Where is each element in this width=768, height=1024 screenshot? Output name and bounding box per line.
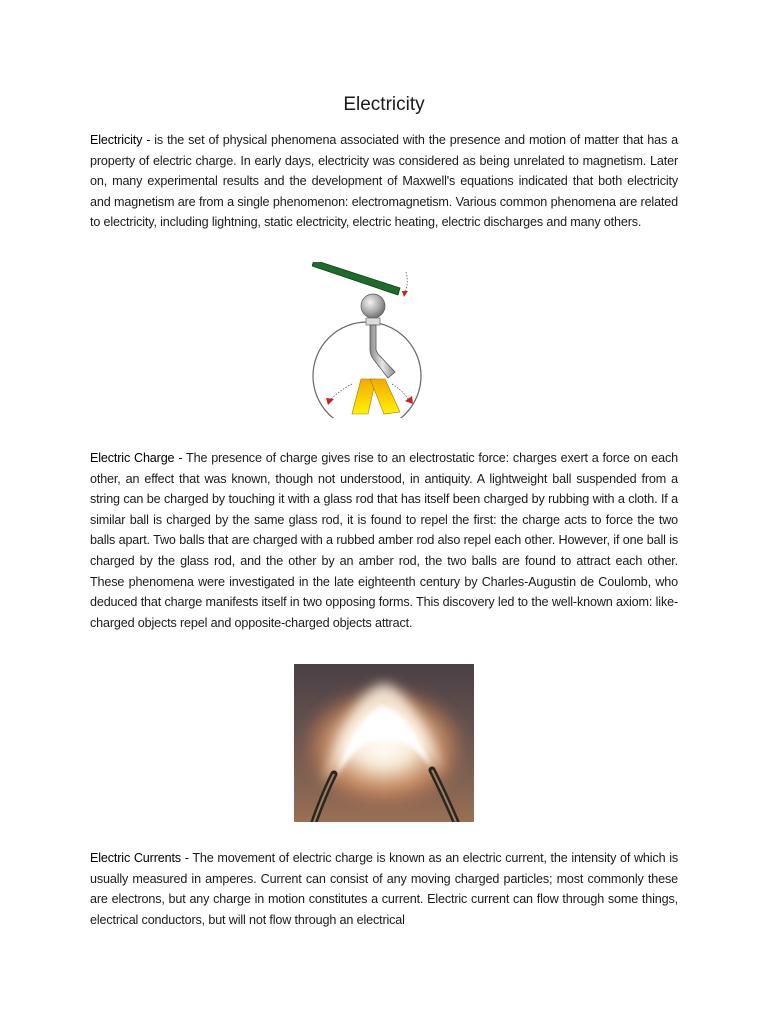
term-electric-charge: Electric Charge -: [90, 451, 183, 465]
metal-stem: [370, 325, 395, 378]
metal-ball: [361, 294, 385, 318]
term-electric-currents: Electric Currents -: [90, 851, 189, 865]
term-electricity: Electricity -: [90, 133, 151, 147]
charged-rod: [312, 262, 400, 295]
electroscope-illustration: [312, 262, 422, 418]
gold-leaf-right: [370, 379, 400, 414]
electric-arc-photo: [294, 664, 474, 822]
paragraph-electric-charge: [90, 448, 678, 633]
paragraph-body: The presence of charge gives rise to an electrostatic force: charges exert a force on each other, an effect that was known, though not understood, in antiquity. A lightweight ball suspended from a string can be charged by touching it with a glass rod that has itself been charged by rubbing with a cloth. If a similar ball is charged by the same glass rod, it is found to repel the first: the charge acts to force the two balls apart. Two balls that are charged with a rubbed amber rod also repel each other. However, if one ball is charged by the glass rod, and the other by an amber rod, the two balls are found to attract each other. These phenomena were investigated in the late eighteenth century by Charles-Augustin de Coulomb, who deduced that charge manifests itself in two opposing forms. This discovery led to the well-known axiom: like-charged objects repel and opposite-charged objects attract.: [90, 451, 678, 630]
page-title: Electricity: [343, 94, 425, 115]
paragraph-electricity: [90, 130, 678, 233]
paragraph-body: The movement of electric charge is known as an electric current, the intensity of which is usually measured in amperes. Current can consist of any moving charged particles; most commonly these are electrons, but any charge in motion constitutes a current. Electric current can flow through some things, electrical conductors, but will not flow through an electrical: [90, 851, 678, 927]
paragraph-electric-currents: [90, 848, 678, 930]
paragraph-body: is the set of physical phenomena associated with the presence and motion of matter that has a property of electric charge. In early days, electricity was considered as being unrelated to magnetism. Later on, many experimental results and the development of Maxwell's equations indicated that both electricity and magnetism are from a single phenomenon: electromagnetism. Various common phenomena are related to electricity, including lightning, static electricity, electric heating, electric discharges and many others.: [90, 133, 678, 230]
